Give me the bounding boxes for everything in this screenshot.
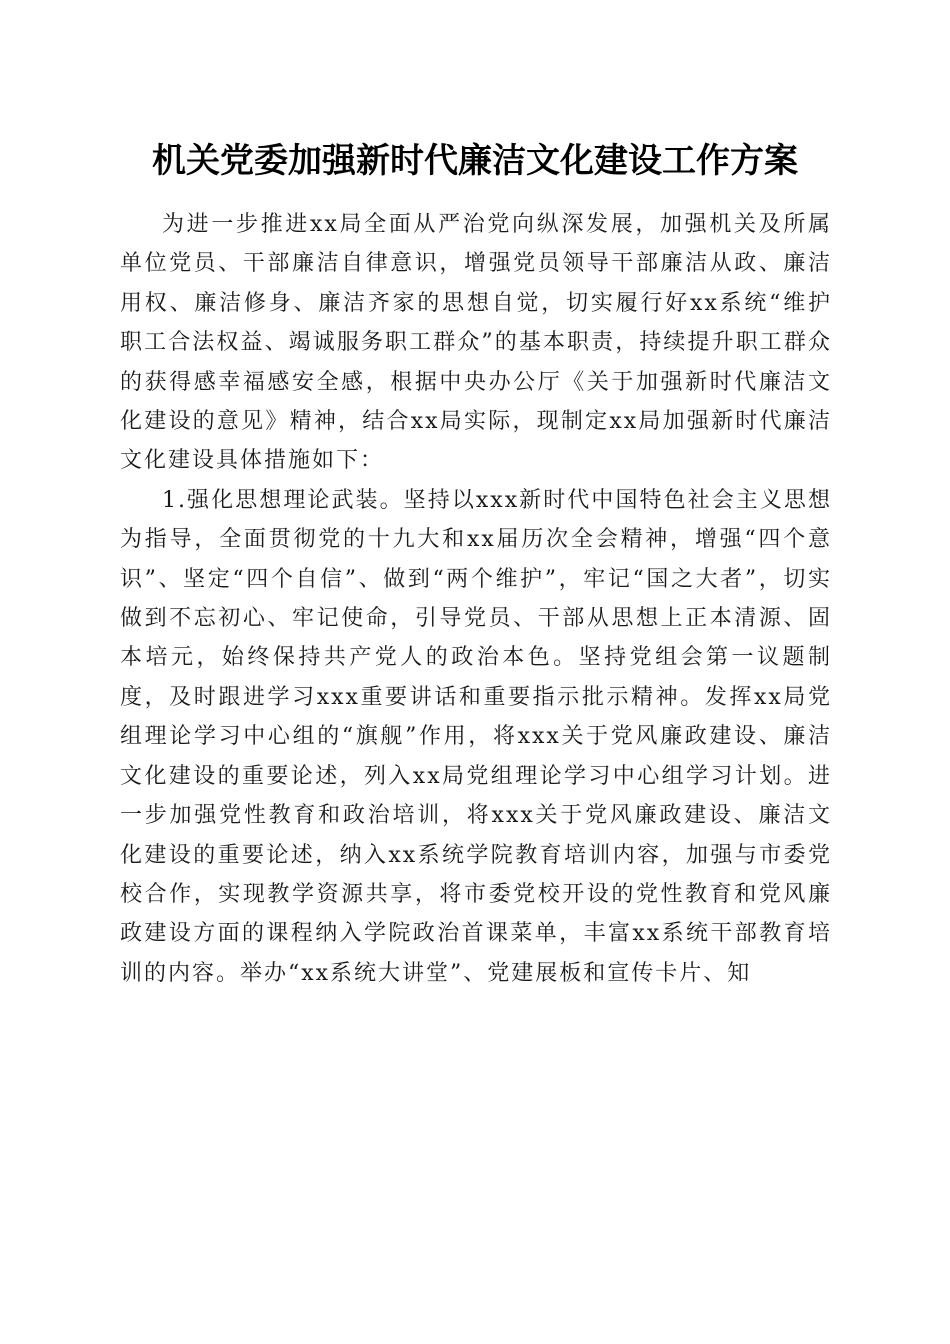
document-title: 机关党委加强新时代廉洁文化建设工作方案 bbox=[152, 141, 798, 181]
document-body bbox=[120, 205, 832, 993]
measure-1-paragraph: 1.强化思想理论武装。坚持以xxx新时代中国特色社会主义思想为指导，全面贯彻党的十九大和xx届历次全会精神，增强“四个意识”、坚定“四个自信”、做到“两个维护”，牢记“国之大者”，切实做到不忘初心、牢记使命，引导党员、干部从思想上正本清源、固本培元，始终保持共产党人的政治本色。坚持党组会第一议题制度，及时跟进学习xxx重要讲话和重要指示批示精神。发挥xx局党组理论学习中心组的“旗舰”作用，将xxx关于党风廉政建设、廉洁文化建设的重要论述，列入xx局党组理论学习中心组学习计划。进一步加强党性教育和政治培训，将xxx关于党风廉政建设、廉洁文化建设的重要论述，纳入xx系统学院教育培训内容，加强与市委党校合作，实现教学资源共享，将市委党校开设的党性教育和党风廉政建设方面的课程纳入学院政治首课菜单，丰富xx系统干部教育培训的内容。举办“xx系统大讲堂”、党建展板和宣传卡片、知 bbox=[120, 487, 832, 986]
intro-paragraph: 为进一步推进xx局全面从严治党向纵深发展，加强机关及所属单位党员、干部廉洁自律意识，增强党员领导干部廉洁从政、廉洁用权、廉洁修身、廉洁齐家的思想自觉，切实履行好xx系统“维护职工合法权益、竭诚服务职工群众”的基本职责，持续提升职工群众的获得感幸福感安全感，根据中央办公厅《关于加强新时代廉洁文化建设的意见》精神，结合xx局实际，现制定xx局加强新时代廉洁文化建设具体措施如下： bbox=[120, 212, 832, 474]
